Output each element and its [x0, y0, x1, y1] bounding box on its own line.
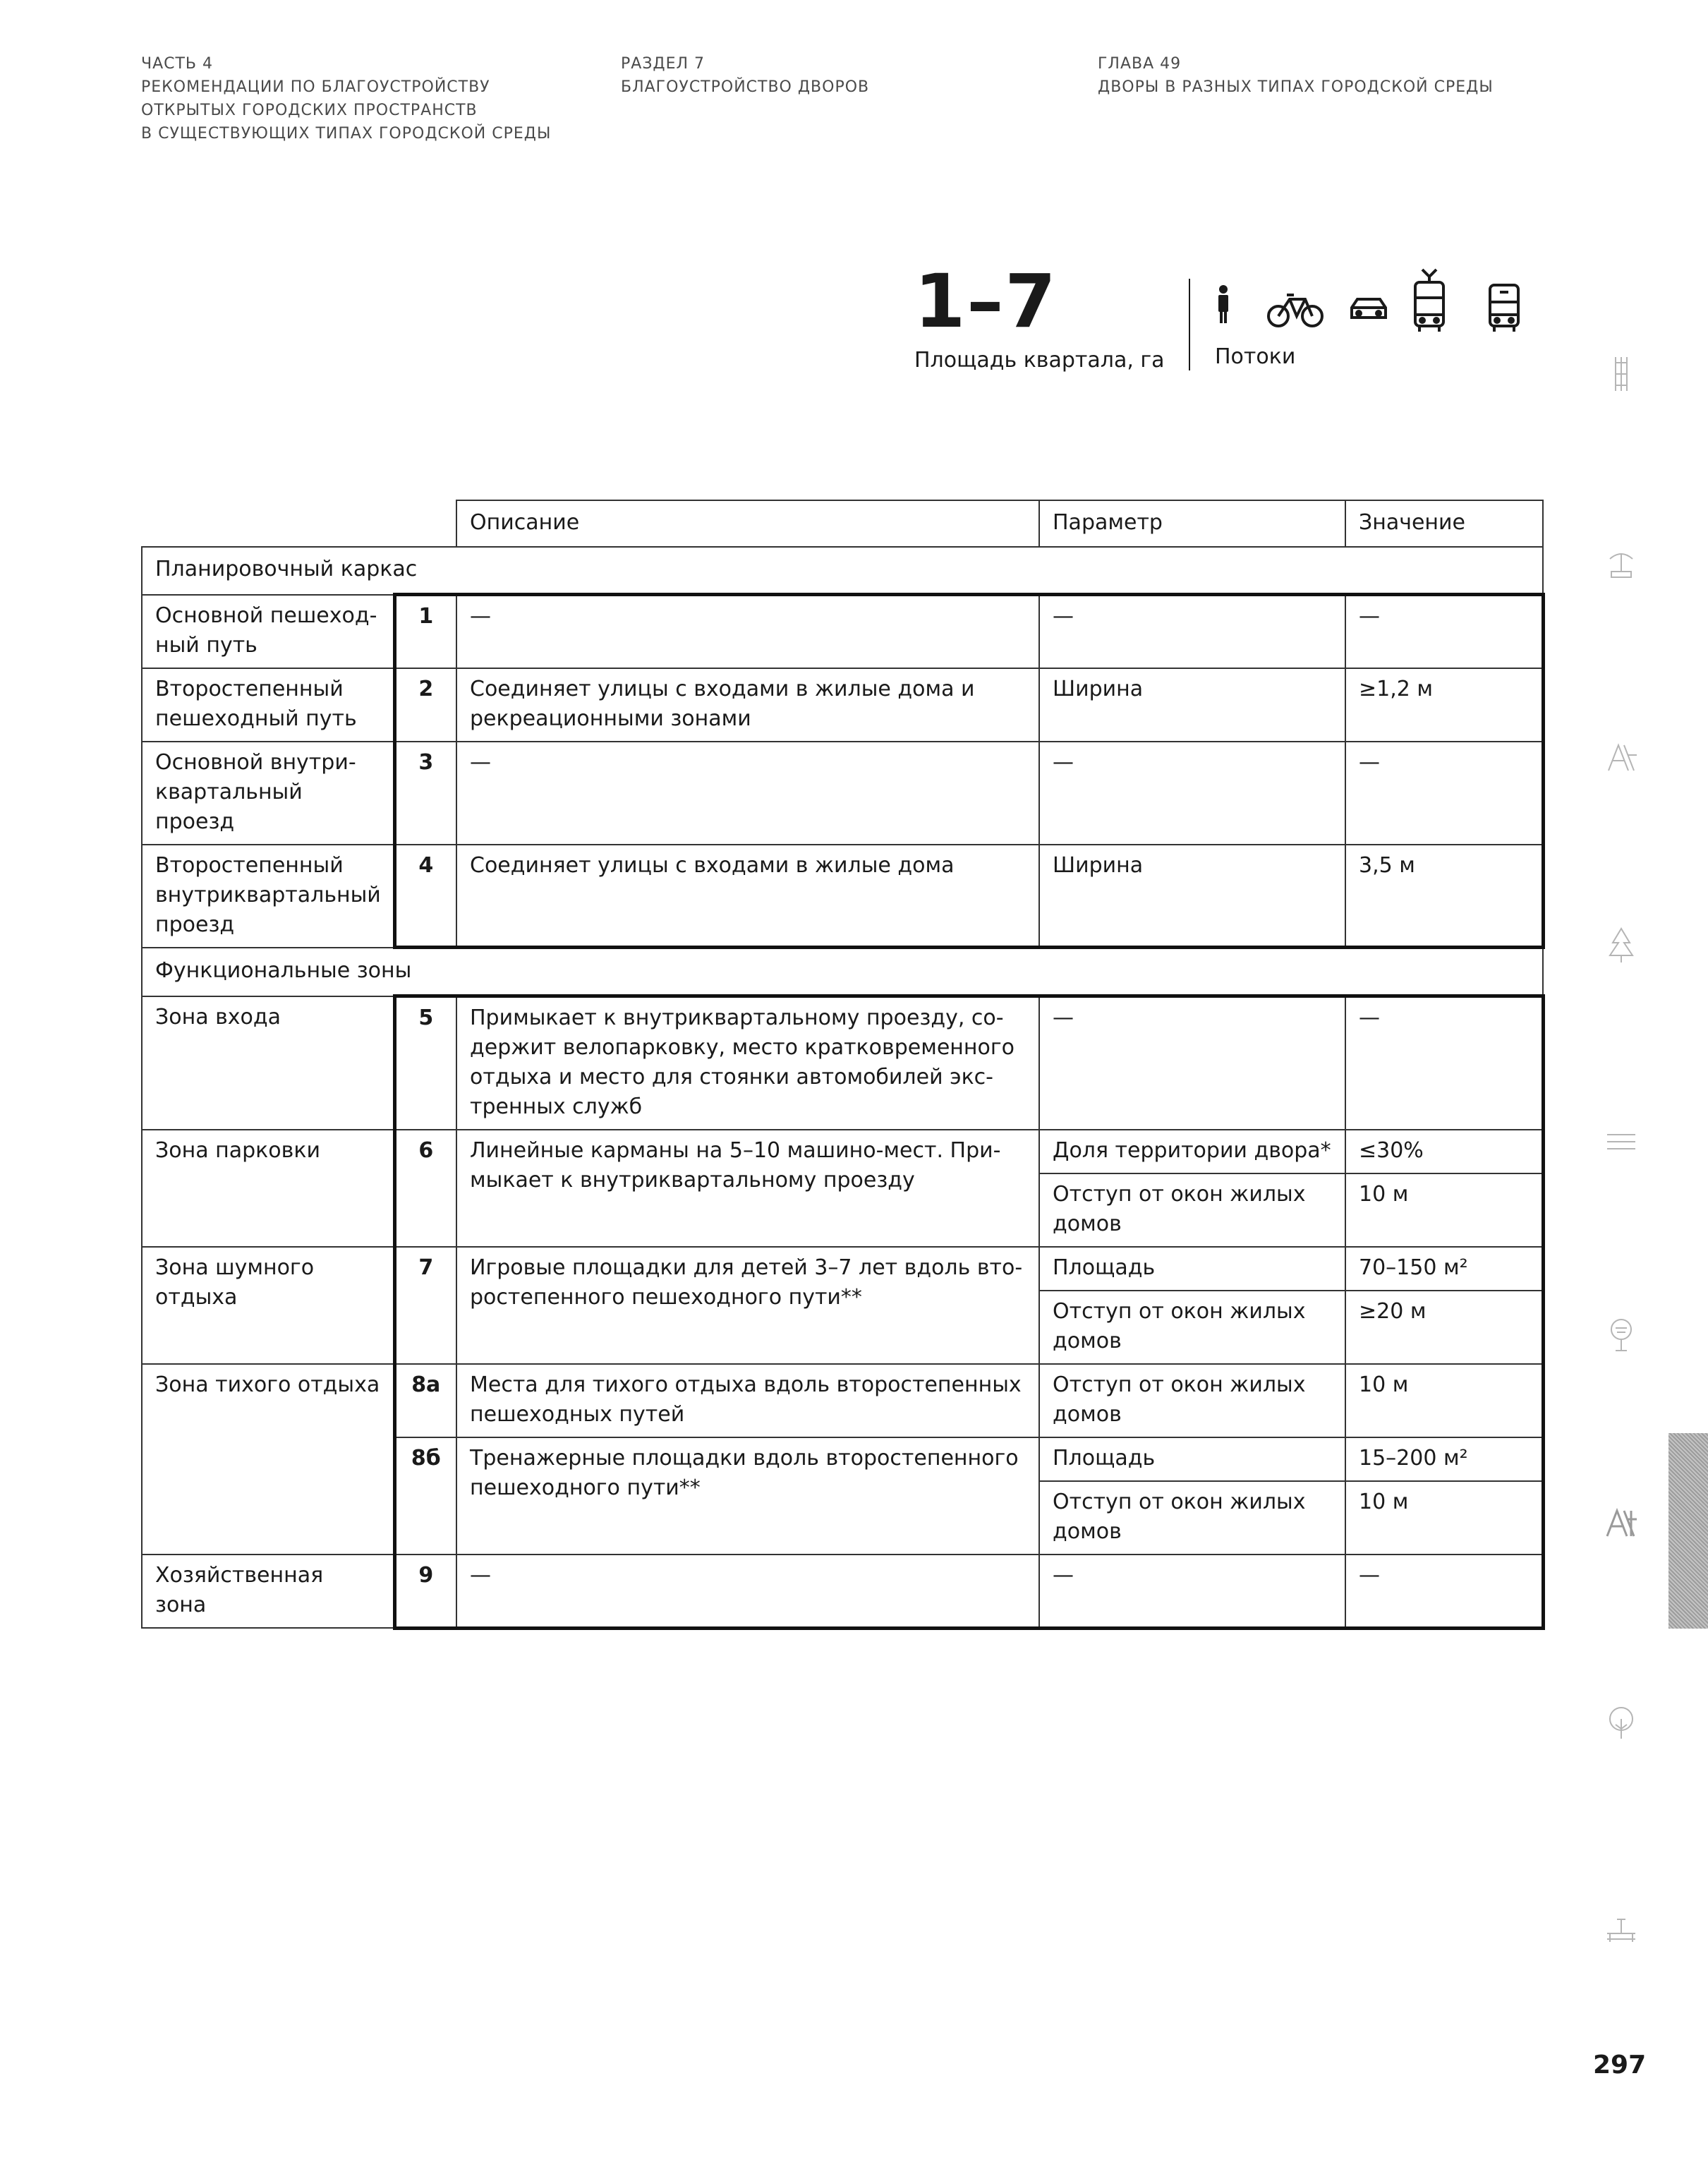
- zone-value: ≤30%: [1345, 1130, 1543, 1173]
- car-icon: [1352, 299, 1386, 318]
- zone-parameter: Доля территории двора*: [1039, 1130, 1345, 1173]
- zone-description: Игровые площадки для детей 3–7 лет вдоль вто-ростепенного пешеходного пути**: [456, 1247, 1039, 1364]
- zone-value: ≥20 м: [1345, 1291, 1543, 1364]
- table-row: [142, 1130, 1543, 1173]
- area-block: [914, 258, 1175, 373]
- element-value: —: [1345, 742, 1543, 845]
- header-chapter-line: ДВОРЫ В РАЗНЫХ ТИПАХ ГОРОДСКОЙ СРЕДЫ: [1098, 78, 1494, 96]
- zone-value: 10 м: [1345, 1364, 1543, 1437]
- header-part-line: РЕКОМЕНДАЦИИ ПО БЛАГОУСТРОЙСТВУ: [141, 78, 490, 96]
- element-value: —: [1345, 595, 1543, 668]
- zone-number: 9: [394, 1555, 456, 1628]
- zone-parameter: Отступ от окон жилых домов: [1039, 1481, 1345, 1555]
- element-parameter: Ширина: [1039, 668, 1345, 742]
- element-name: Основной пешеход-ный путь: [142, 595, 394, 668]
- plan-icon[interactable]: [1600, 353, 1642, 395]
- element-name: Второстепенный внутриквартальный проезд: [142, 845, 394, 948]
- element-value: ≥1,2 м: [1345, 668, 1543, 742]
- zone-parameter: Отступ от окон жилых домов: [1039, 1173, 1345, 1247]
- table-row: [142, 742, 1543, 845]
- table-row: [142, 845, 1543, 948]
- tram-icon: [1415, 270, 1443, 332]
- pedestrian-icon: [1218, 285, 1228, 323]
- playground-icon[interactable]: [1600, 734, 1642, 776]
- sign-icon[interactable]: [1600, 1312, 1642, 1355]
- table-row: [142, 996, 1543, 1130]
- zone-parameter: Площадь: [1039, 1437, 1345, 1481]
- element-description: Соединяет улицы с входами в жилые дома: [456, 845, 1039, 948]
- element-description: —: [456, 742, 1039, 845]
- element-name: Основной внутри-квартальный проезд: [142, 742, 394, 845]
- zone-value: 10 м: [1345, 1173, 1543, 1247]
- table-row: [142, 1364, 1543, 1437]
- element-parameter: —: [1039, 595, 1345, 668]
- zone-number: 7: [394, 1247, 456, 1364]
- column-header-value: Значение: [1345, 500, 1543, 547]
- element-description: Соединяет улицы с входами в жилые дома и рекреационными зонами: [456, 668, 1039, 742]
- section-title: Планировочный каркас: [142, 547, 1543, 595]
- element-number: 1: [394, 595, 456, 668]
- zones-table: [141, 500, 1545, 1630]
- header-chapter-line: ГЛАВА 49: [1098, 55, 1182, 73]
- stat-divider: [1189, 279, 1190, 370]
- element-number: 2: [394, 668, 456, 742]
- element-name: Второстепенный пешеходный путь: [142, 668, 394, 742]
- zone-parameter: —: [1039, 1555, 1345, 1628]
- element-number: 4: [394, 845, 456, 948]
- header-section-line: РАЗДЕЛ 7: [621, 55, 705, 73]
- header-part-line: ОТКРЫТЫХ ГОРОДСКИХ ПРОСТРАНСТВ: [141, 102, 478, 119]
- zone-value: 70–150 м²: [1345, 1247, 1543, 1291]
- element-value: 3,5 м: [1345, 845, 1543, 948]
- zone-description: Примыкает к внутриквартальному проезду, со-держит велопарковку, место кратковременного отдыха и место для стоянки автомобилей экс-тренных служб: [456, 996, 1039, 1130]
- table-header-row: [142, 500, 1543, 547]
- zone-name: Хозяйственная зона: [142, 1555, 394, 1628]
- seating-icon[interactable]: [1600, 543, 1642, 586]
- zone-value: 15–200 м²: [1345, 1437, 1543, 1481]
- section-row: [142, 948, 1543, 996]
- element-description: —: [456, 595, 1039, 668]
- table-row: [142, 1555, 1543, 1628]
- flows-icons: [1213, 267, 1552, 337]
- zone-number: 5: [394, 996, 456, 1130]
- zone-value: —: [1345, 996, 1543, 1130]
- active-section-tab[interactable]: [1668, 1433, 1708, 1629]
- header-section-line: БЛАГОУСТРОЙСТВО ДВОРОВ: [621, 78, 870, 96]
- zone-name: Зона тихого отдыха: [142, 1364, 394, 1555]
- section-tabs: [1587, 339, 1672, 1962]
- header-part-line: ЧАСТЬ 4: [141, 55, 214, 73]
- header-blank-cell: [142, 500, 456, 547]
- page-number: 297: [1593, 2051, 1647, 2080]
- table-row: [142, 1247, 1543, 1291]
- column-header-parameter: Параметр: [1039, 500, 1345, 547]
- section-title: Функциональные зоны: [142, 948, 1543, 996]
- flows-block: [1213, 267, 1552, 380]
- header-section: [621, 52, 869, 99]
- bicycle-icon: [1268, 295, 1322, 326]
- zone-value: —: [1345, 1555, 1543, 1628]
- area-label: Площадь квартала, га: [914, 348, 1165, 373]
- zone-parameter: —: [1039, 996, 1345, 1130]
- zone-name: Зона парковки: [142, 1130, 394, 1247]
- zone-parameter: Отступ от окон жилых домов: [1039, 1291, 1345, 1364]
- shrub-icon[interactable]: [1600, 1701, 1642, 1743]
- table-row: [142, 668, 1543, 742]
- zone-number: 8б: [394, 1437, 456, 1555]
- element-parameter: —: [1039, 742, 1345, 845]
- lines-icon[interactable]: [1600, 1122, 1642, 1164]
- zone-value: 10 м: [1345, 1481, 1543, 1555]
- zone-name: Зона входа: [142, 996, 394, 1130]
- header-part-line: В СУЩЕСТВУЮЩИХ ТИПАХ ГОРОДСКОЙ СРЕДЫ: [141, 125, 552, 143]
- tree-icon[interactable]: [1600, 924, 1642, 967]
- sport-icon[interactable]: [1600, 1499, 1642, 1542]
- column-header-description: Описание: [456, 500, 1039, 547]
- element-parameter: Ширина: [1039, 845, 1345, 948]
- area-value: 1–7: [914, 258, 1058, 344]
- bench-icon[interactable]: [1600, 1905, 1642, 1948]
- zone-name: Зона шумного отдыха: [142, 1247, 394, 1364]
- element-number: 3: [394, 742, 456, 845]
- zone-parameter: Отступ от окон жилых домов: [1039, 1364, 1345, 1437]
- zone-parameter: Площадь: [1039, 1247, 1345, 1291]
- bus-icon: [1490, 285, 1518, 332]
- zone-description: —: [456, 1555, 1039, 1628]
- zone-description: Линейные карманы на 5–10 машино-мест. При-мыкает к внутриквартальному проезду: [456, 1130, 1039, 1247]
- table-row: [142, 595, 1543, 668]
- header-part: [141, 52, 551, 145]
- zone-description: Места для тихого отдыха вдоль второстепенных пешеходных путей: [456, 1364, 1039, 1437]
- zone-number: 6: [394, 1130, 456, 1247]
- zone-description: Тренажерные площадки вдоль второстепенного пешеходного пути**: [456, 1437, 1039, 1555]
- header-chapter: [1098, 52, 1494, 99]
- flows-label: Потоки: [1215, 344, 1296, 369]
- section-row: [142, 547, 1543, 595]
- zone-number: 8а: [394, 1364, 456, 1437]
